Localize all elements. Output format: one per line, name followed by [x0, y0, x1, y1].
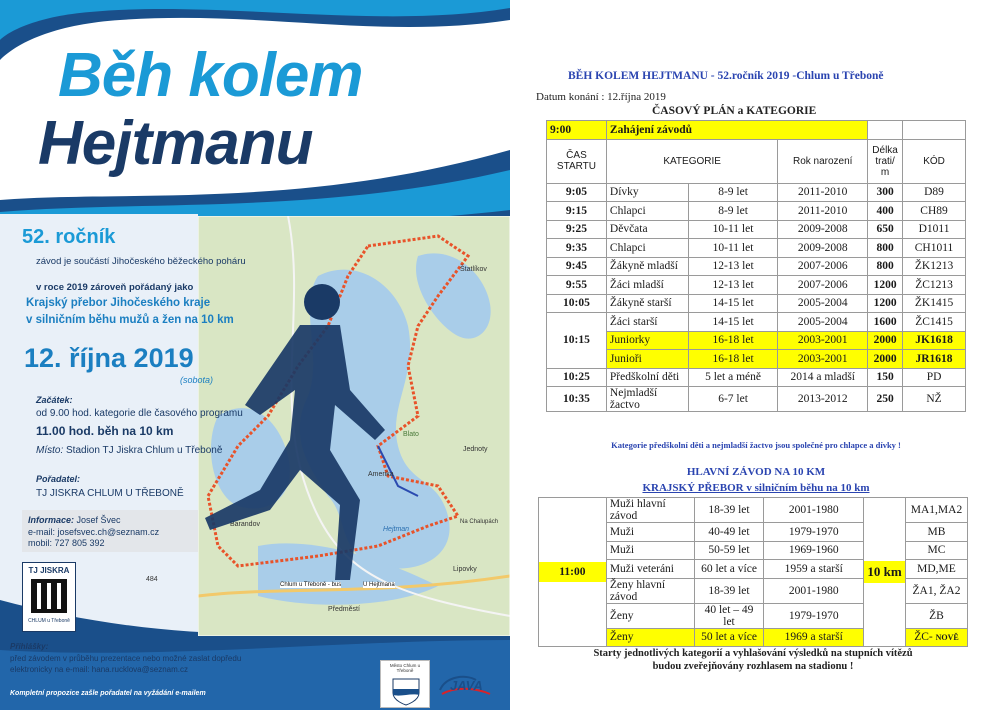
table-cell: 16-18 let [688, 350, 778, 369]
table-cell: 1600 [868, 313, 903, 332]
col-code: KÓD [903, 139, 966, 183]
java-logo [436, 672, 494, 702]
table-cell: 2003-2001 [778, 331, 868, 350]
subtitle: závod je součástí Jihočeského běžeckého poháru [36, 256, 246, 267]
table-cell: 2011-2010 [778, 183, 868, 202]
closing-line1: Starty jednotlivých kategorií a vyhlašování výsledků na stupních vítězů [593, 648, 913, 659]
entries-label: Přihlášky: [10, 642, 49, 651]
table-cell: Dívky [606, 183, 688, 202]
table-cell: MA1,MA2 [905, 498, 967, 523]
table-cell: 1200 [868, 294, 903, 313]
table-cell: ŽK1213 [903, 257, 966, 276]
poster-title-line2: Hejtmanu [38, 109, 313, 178]
table-cell: 40-49 let [694, 523, 764, 542]
table-cell: 2009-2008 [778, 239, 868, 258]
table-cell: 60 let a více [694, 560, 764, 579]
table-cell: 9:45 [547, 257, 607, 276]
table-row [547, 183, 966, 202]
table-cell: ŽC1415 [903, 313, 966, 332]
table-cell: JK1618 [903, 331, 966, 350]
schedule-table [546, 120, 966, 412]
table-cell: 650 [868, 220, 903, 239]
main-race-heading: HLAVNÍ ZÁVOD NA 10 KM [686, 466, 826, 478]
contact-phone: mobil: 727 805 392 [28, 538, 105, 548]
table-cell: Chlapci [606, 202, 688, 221]
table-cell: ŽA1, ŽA2 [905, 578, 967, 603]
map-label: Blato [403, 431, 419, 438]
map-label: Barandov [230, 521, 260, 528]
table-cell: 10-11 let [688, 239, 778, 258]
plan-title: ČASOVÝ PLÁN a KATEGORIE [652, 105, 817, 117]
table-cell: 8-9 let [688, 183, 778, 202]
map-label: Amerika [368, 471, 394, 478]
table-cell: Muži [606, 541, 694, 560]
contact-label: Informace: [28, 515, 75, 525]
footer-note: Kompletní propozice zašle pořadatel na vyžádání e-mailem [10, 690, 206, 697]
table-cell: D89 [903, 183, 966, 202]
table-cell: MD,ME [905, 560, 967, 579]
table-cell: NŽ [903, 387, 966, 412]
table-cell: Žákyně mladší [606, 257, 688, 276]
table-cell: 10:05 [547, 294, 607, 313]
map-label: Štatlíkov [460, 266, 487, 273]
table-cell: 10-11 let [688, 220, 778, 239]
table-row [547, 387, 966, 412]
table-cell: MC [905, 541, 967, 560]
table-cell: Juniorky [606, 331, 688, 350]
table-row [547, 202, 966, 221]
race-weekday: (sobota) [180, 375, 214, 385]
table-cell: 1979-1970 [764, 603, 864, 628]
code-cell: ŽC- NOVĚ [905, 628, 967, 647]
contact-box [22, 510, 198, 552]
category-note: Kategorie předškolní děti a nejmladší žactvo jsou společné pro chlapce a dívky ! [611, 440, 901, 450]
java-logo-text: JAVA [450, 678, 483, 693]
map-label: Na Chalupách [460, 519, 499, 525]
table-cell: 400 [868, 202, 903, 221]
table-cell: 2007-2006 [778, 257, 868, 276]
contact-email: e-mail: josefsvec.ch@seznam.cz [28, 527, 160, 537]
table-cell: 18-39 let [694, 498, 764, 523]
table-cell: Muži hlavní závod [606, 498, 694, 523]
table-cell: 50 let a více [694, 628, 764, 647]
club-logo-text: TJ JISKRA [28, 566, 70, 575]
table-cell: Děvčata [606, 220, 688, 239]
table-cell: 2009-2008 [778, 220, 868, 239]
table-cell: Nejmladší žactvo [606, 387, 688, 412]
table-cell: Žákyně starší [606, 294, 688, 313]
place-label: Místo: [36, 445, 64, 456]
main-time: 11:00 [539, 562, 606, 582]
closing-line2: budou zveřejňovány rozhlasem na stadionu ! [652, 661, 854, 672]
table-cell: 9:05 [547, 183, 607, 202]
table-cell: 10:25 [547, 368, 607, 387]
race-date: 12. října 2019 [24, 343, 194, 373]
place [36, 445, 222, 456]
main-length-cell [864, 498, 906, 647]
table-cell: 2005-2004 [778, 294, 868, 313]
table-cell: 2000 [868, 331, 903, 350]
group-time: 10:15 [547, 313, 607, 369]
table-cell: 250 [868, 387, 903, 412]
table-cell: 2014 a mladší [778, 368, 868, 387]
edition: 52. ročník [22, 226, 116, 248]
town-crest-icon [381, 673, 431, 707]
table-cell: 1969 a starší [764, 628, 864, 647]
table-cell: 800 [868, 239, 903, 258]
table-cell: 2003-2001 [778, 350, 868, 369]
table-row [547, 220, 966, 239]
table-row [547, 331, 966, 350]
table-cell: 5 let a méně [688, 368, 778, 387]
contact-name-line [28, 515, 121, 525]
runner-silhouette-icon [200, 280, 400, 600]
map-label: Chlum u Třeboně - bus [280, 582, 342, 588]
table-cell: Ženy [606, 603, 694, 628]
table-cell: Muži veteráni [606, 560, 694, 579]
table-cell: PD [903, 368, 966, 387]
main-length: 10 km [864, 561, 905, 583]
schedule-heading: BĚH KOLEM HEJTMANU - 52.ročník 2019 -Chlum u Třeboně [568, 70, 884, 82]
table-row [547, 368, 966, 387]
table-cell: 6-7 let [688, 387, 778, 412]
table-row [547, 313, 966, 332]
table-cell: 8-9 let [688, 202, 778, 221]
table-row [547, 294, 966, 313]
table-cell: 300 [868, 183, 903, 202]
table-cell: 1200 [868, 276, 903, 295]
table-cell: JR1618 [903, 350, 966, 369]
date-line: Datum konání : 12.října 2019 [536, 91, 666, 103]
table-cell: Ženy [606, 628, 694, 647]
table-header-row [547, 139, 966, 183]
table-cell: 2005-2004 [778, 313, 868, 332]
table-cell: ŽK1415 [903, 294, 966, 313]
opening-time: 9:00 [547, 121, 607, 140]
entries-line2: elektronicky na e-mail: hana.rucklova@seznam.cz [10, 665, 188, 674]
table-cell: 2011-2010 [778, 202, 868, 221]
opening-row [547, 121, 966, 140]
table-cell: Předškolní děti [606, 368, 688, 387]
table-cell: 2000 [868, 350, 903, 369]
col-length: Délka trati/ m [868, 139, 903, 183]
table-cell: Muži [606, 523, 694, 542]
map-label: Lipovky [453, 566, 477, 573]
championship-line1: Krajský přebor Jihočeského kraje [26, 297, 211, 309]
start-line2: 11.00 hod. běh na 10 km [36, 424, 174, 438]
col-category: KATEGORIE [606, 139, 777, 183]
organizer-value: TJ JISKRA CHLUM U TŘEBONĚ [36, 488, 184, 499]
table-cell: 1979-1970 [764, 523, 864, 542]
map-label: Jednoty [463, 446, 488, 453]
club-logo-sub: CHLUM u Třeboně [28, 618, 70, 624]
table-cell: 9:35 [547, 239, 607, 258]
table-cell: ŽB [905, 603, 967, 628]
table-cell: Žáci mladší [606, 276, 688, 295]
entries-line1: před závodem v průběhu prezentace nebo možné zaslat dopředu [10, 654, 242, 663]
contact-name: Josef Švec [76, 515, 121, 525]
main-race-sub: KRAJSKÝ PŘEBOR v silničním běhu na 10 km [642, 482, 870, 494]
table-cell: 14-15 let [688, 313, 778, 332]
place-value: Stadion TJ Jiskra Chlum u Třeboně [66, 445, 223, 456]
map-label: U Hejtmana [363, 582, 395, 588]
table-row [547, 257, 966, 276]
table-cell: MB [905, 523, 967, 542]
main-race-table [538, 497, 968, 647]
table-cell: 9:15 [547, 202, 607, 221]
organizer-label: Pořadatel: [36, 474, 81, 484]
col-time: ČAS STARTU [547, 139, 607, 183]
table-cell: 16-18 let [688, 331, 778, 350]
map-label: Předměstí [328, 606, 360, 613]
poster-title-line1: Běh kolem [58, 41, 363, 110]
opening-label: Zahájení závodů [606, 121, 867, 140]
table-cell: 9:55 [547, 276, 607, 295]
table-cell: 50-59 let [694, 541, 764, 560]
table-cell: 150 [868, 368, 903, 387]
table-row [547, 239, 966, 258]
table-cell: Junioři [606, 350, 688, 369]
table-cell: D1011 [903, 220, 966, 239]
start-label: Začátek: [36, 395, 73, 405]
map-label: 484 [146, 576, 158, 583]
table-cell: 18-39 let [694, 578, 764, 603]
town-logo-text: Město Chlum u Třeboně [389, 663, 421, 673]
table-cell: 800 [868, 257, 903, 276]
club-logo-emblem-icon [31, 579, 67, 613]
table-cell: ŽC1213 [903, 276, 966, 295]
table-cell: CH1011 [903, 239, 966, 258]
map-label: Hejtman [383, 526, 410, 533]
club-logo [22, 562, 76, 632]
table-cell: 2013-2012 [778, 387, 868, 412]
table-cell: 2007-2006 [778, 276, 868, 295]
col-born: Rok narození [778, 139, 868, 183]
schedule-panel [520, 0, 1000, 710]
table-cell: 1969-1960 [764, 541, 864, 560]
table-cell: 10:35 [547, 387, 607, 412]
table-cell: 40 let – 49 let [694, 603, 764, 628]
also-held: v roce 2019 zároveň pořádaný jako [36, 282, 194, 293]
table-cell: Žáci starší [606, 313, 688, 332]
main-time-cell [539, 498, 607, 647]
table-row [539, 498, 968, 523]
table-cell: Chlapci [606, 239, 688, 258]
table-cell: 12-13 let [688, 257, 778, 276]
table-row [547, 276, 966, 295]
town-logo [380, 660, 430, 708]
table-cell: 1959 a starší [764, 560, 864, 579]
table-cell: 12-13 let [688, 276, 778, 295]
table-row [547, 350, 966, 369]
table-cell: Ženy hlavní závod [606, 578, 694, 603]
start-line1: od 9.00 hod. kategorie dle časového programu [36, 408, 243, 419]
table-cell: 9:25 [547, 220, 607, 239]
championship-line2: v silničním běhu mužů a žen na 10 km [26, 314, 234, 326]
table-cell: 14-15 let [688, 294, 778, 313]
table-cell: 2001-1980 [764, 498, 864, 523]
table-cell: CH89 [903, 202, 966, 221]
table-cell: 2001-1980 [764, 578, 864, 603]
